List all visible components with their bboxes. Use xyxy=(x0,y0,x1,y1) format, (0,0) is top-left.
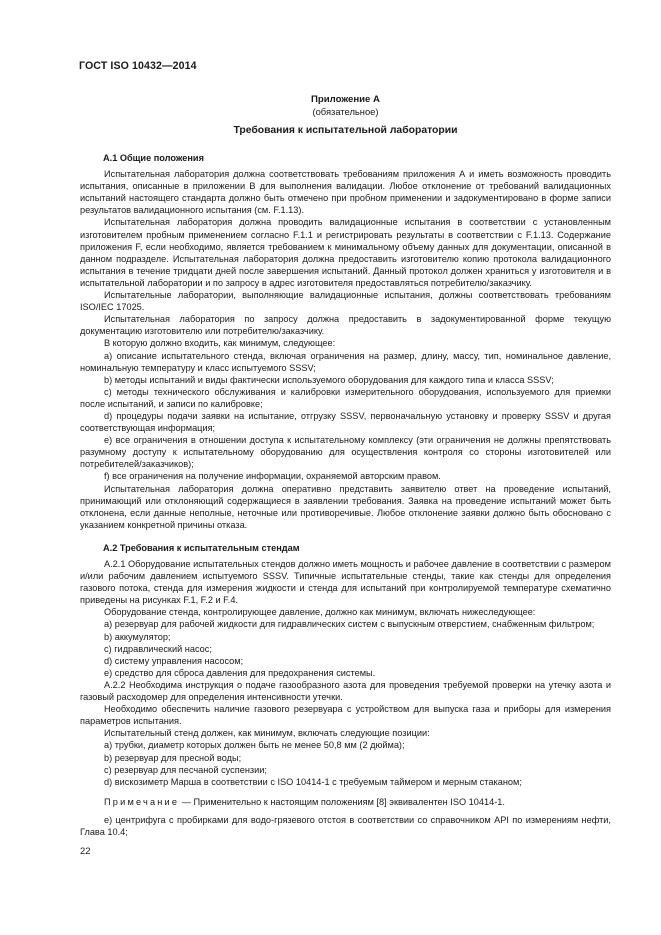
list-item: е) центрифуга с пробирками для водо-грязевого отстоя в соответствии со справочником API по измерениям нефти, Глава 10.4; xyxy=(80,814,611,837)
paragraph: Испытательная лаборатория должна проводить валидационные испытания в соответствии с установленным изготовителем пробным применением согласно F.1.1 и регистрировать результаты в соответствии с F.1.13. Содержание приложения F, если необходимо, является требованием к минимальному объему данных для документации, описанной в данном подразделе. Испытательная лаборатория должна предоставить изготовителю копию протокола валидационного испытания в течение тридцати дней после завершения испытаний. Данный протокол должен храниться у изготовителя и в испытательной лаборатории и по запросу в адрес изготовителя предоставляться потребителю/заказчику. xyxy=(80,217,611,288)
list-item: а) трубки, диаметр которых должен быть не менее 50,8 мм (2 дюйма); xyxy=(104,740,405,751)
section-heading-a2: А.2 Требования к испытательным стендам xyxy=(103,542,300,553)
list-item: а) резервуар для рабочей жидкости для гидравлических систем с выпускным отверстием, снабженным фильтром; xyxy=(104,619,595,630)
list-item: d) систему управления насосом; xyxy=(104,655,244,666)
list-item: с) гидравлический насос; xyxy=(104,643,212,654)
list-item: е) средство для сброса давления для предохранения системы. xyxy=(104,667,376,678)
list-item: b) методы испытаний и виды фактически используемого оборудования для каждого типа и класса SSSV; xyxy=(104,374,554,385)
paragraph: В которую должно входить, как минимум, следующее: xyxy=(104,338,336,349)
paragraph: Оборудование стенда, контролирующее давление, должно как минимум, включать нижеследующее: xyxy=(104,607,536,618)
list-item: f) все ограничения на получение информации, охраняемой авторским правом. xyxy=(104,471,441,482)
paragraph: Испытательная лаборатория должна оперативно представить заявителю ответ на проведение испытаний, принимающий или отклоняющий содержащиеся в заявлении требования. Заявка на проведение испытаний может быть отклонена, если данные неполные, неточные или противоречивые. Любое отклонение заявки должно быть обосновано с указанием конкретной причины отказа. xyxy=(80,483,611,530)
section-a2-body xyxy=(80,558,611,838)
paragraph: Необходимо обеспечить наличие газового резервуара с устройством для выпуска газа и приборы для измерения параметров испытания. xyxy=(80,704,611,727)
appendix-heading: Требования к испытательной лаборатории xyxy=(233,125,458,136)
paragraph: А.2.2 Необходима инструкция о подаче газообразного азота для проведения требуемой проверки на утечку азота и газовый расходомер для определения интенсивности утечки. xyxy=(80,679,611,703)
paragraph: Испытательная лаборатория по запросу должна предоставить в задокументированной форме текущую документацию изготовителю или потребителю/заказчику. xyxy=(80,314,611,337)
list-item: b) аккумулятор; xyxy=(104,631,171,642)
appendix-status: (обязательное) xyxy=(312,106,379,117)
section-heading-a1: А.1 Общие положения xyxy=(103,153,204,163)
document-body xyxy=(80,152,611,838)
paragraph: Испытательные лаборатории, выполняющие валидационные испытания, должны соответствовать требованиям ISO/IEC 17025. xyxy=(80,290,611,313)
note-text: — Применительно к настоящим положениям [8] эквивалентен ISO 10414-1. xyxy=(179,796,505,807)
list-item: с) резервуар для песчаной суспензии; xyxy=(104,764,267,775)
list-item: а) описание испытательного стенда, включая ограничения на размер, длину, массу, тип, номинальное давление, номинальную температуру и класс испытуемого SSSV; xyxy=(80,350,611,373)
paragraph: Испытательный стенд должен, как минимум, включать следующие позиции: xyxy=(104,728,430,739)
page-number: 22 xyxy=(80,845,91,856)
paragraph: Испытательная лаборатория должна соответствовать требованиям приложения А и иметь возможность проводить испытания, описанные в приложении В для выполнения валидации. Любое отклонение от требований валидационных испытаний настоящего стандарта должно быть отмечено при пробном применении и задокументировано в форме записи результатов валидационного испытания (см. F.1.13). xyxy=(80,169,611,216)
list-item: b) резервуар для пресной воды; xyxy=(104,752,242,763)
note-label: Примечание xyxy=(104,796,180,807)
section-a1-body xyxy=(80,168,611,531)
appendix-title: Приложение А xyxy=(311,94,380,105)
list-item: d) процедуры подачи заявки на испытание, отгрузку SSSV, первоначальную установку и проверку SSSV и другая соответствующая информация; xyxy=(80,410,611,434)
standard-designation: ГОСТ ISO 10432—2014 xyxy=(79,60,197,72)
note xyxy=(80,796,611,808)
list-item: с) методы технического обслуживания и калибровки измерительного оборудования, используемого для приемки после испытаний, и записи по калибровке; xyxy=(80,386,611,409)
list-item: d) вискозиметр Марша в соответствии с ISO 10414-1 с требуемым таймером и мерным стаканом; xyxy=(104,776,522,787)
list-item: е) все ограничения в отношении доступа к испытательному комплексу (эти ограничения не должны препятствовать разумному доступу к испытательному оборудованию для осуществления контроля со стороны изготовителей или потребителей/заказчиков); xyxy=(80,435,611,470)
paragraph: А.2.1 Оборудование испытательных стендов должно иметь мощность и рабочее давление в соответствии с размером и/или рабочим давлением испытуемого SSSV. Типичные испытательные стенды, такие как стенды для определения газового потока, стенда для измерения жидкости и стенда для испытаний при контролируемой температуре схематично приведены на рисунках F.1, F.2 и F.4. xyxy=(80,559,611,606)
